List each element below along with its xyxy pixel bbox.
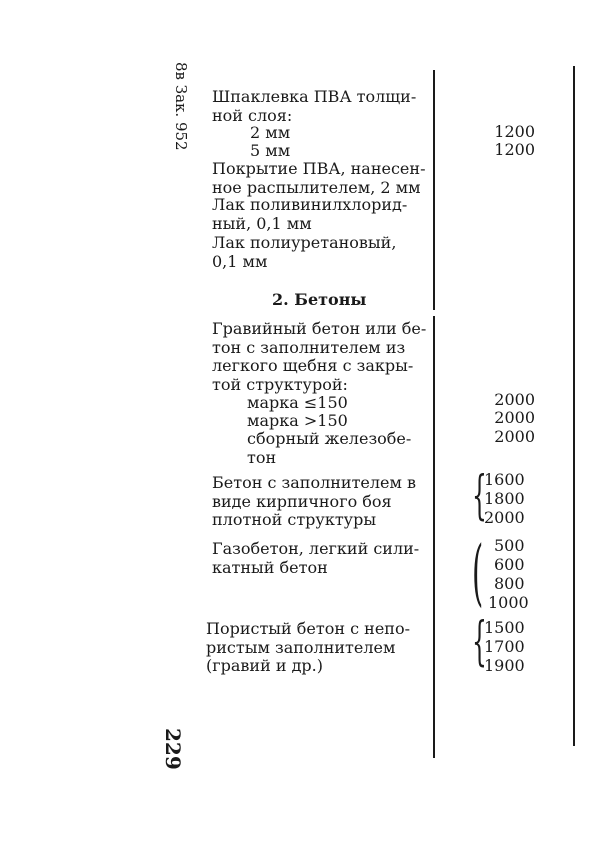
column-divider-lower [433,316,435,758]
density-values: 1500 1700 1900 [484,618,525,675]
entry-text: 2 мм [250,123,291,142]
entry-text: Гравийный бетон или бе- тон с заполнителем из легкого щебня с закры- той структурой: [212,319,427,394]
entry-text: Покрытие ПВА, нанесен- ное распылителем, 2 мм [212,159,426,197]
density-values: 1600 1800 2000 [484,470,525,527]
entry-text: Лак поливинилхлорид- ный, 0,1 мм [212,195,408,233]
entry-text: марка ≤150 [247,393,348,412]
density-value: 1200 [494,122,535,141]
density-value: 1200 [494,140,535,159]
column-divider [433,70,435,310]
brace: { [472,612,487,672]
page-number: 229 [161,728,185,770]
entry-text: Пористый бетон с непо- ристым заполнителем (гравий и др.) [206,619,411,675]
entry-text: 5 мм [250,141,291,160]
density-value: 2000 [494,427,535,446]
entry-text: Газобетон, легкий сили- катный бетон [212,539,420,577]
section-heading: 2. Бетоны [272,290,367,309]
density-value: 2000 [494,390,535,409]
entry-text: Бетон с заполнителем в виде кирпичного боя плотной структуры [212,473,417,529]
right-rule [573,66,575,746]
brace: { [472,466,487,526]
running-header: 8в Зак. 952 [172,62,190,151]
entry-text: сборный железобе- тон [247,429,412,467]
entry-text: Шпаклевка ПВА толщи- ной слоя: [212,87,417,125]
density-values: 500 600 800 1000 [488,536,529,612]
brace: ( [472,530,484,614]
density-value: 2000 [494,408,535,427]
entry-text: Лак полиуретановый, 0,1 мм [212,233,397,271]
entry-text: марка >150 [247,411,348,430]
